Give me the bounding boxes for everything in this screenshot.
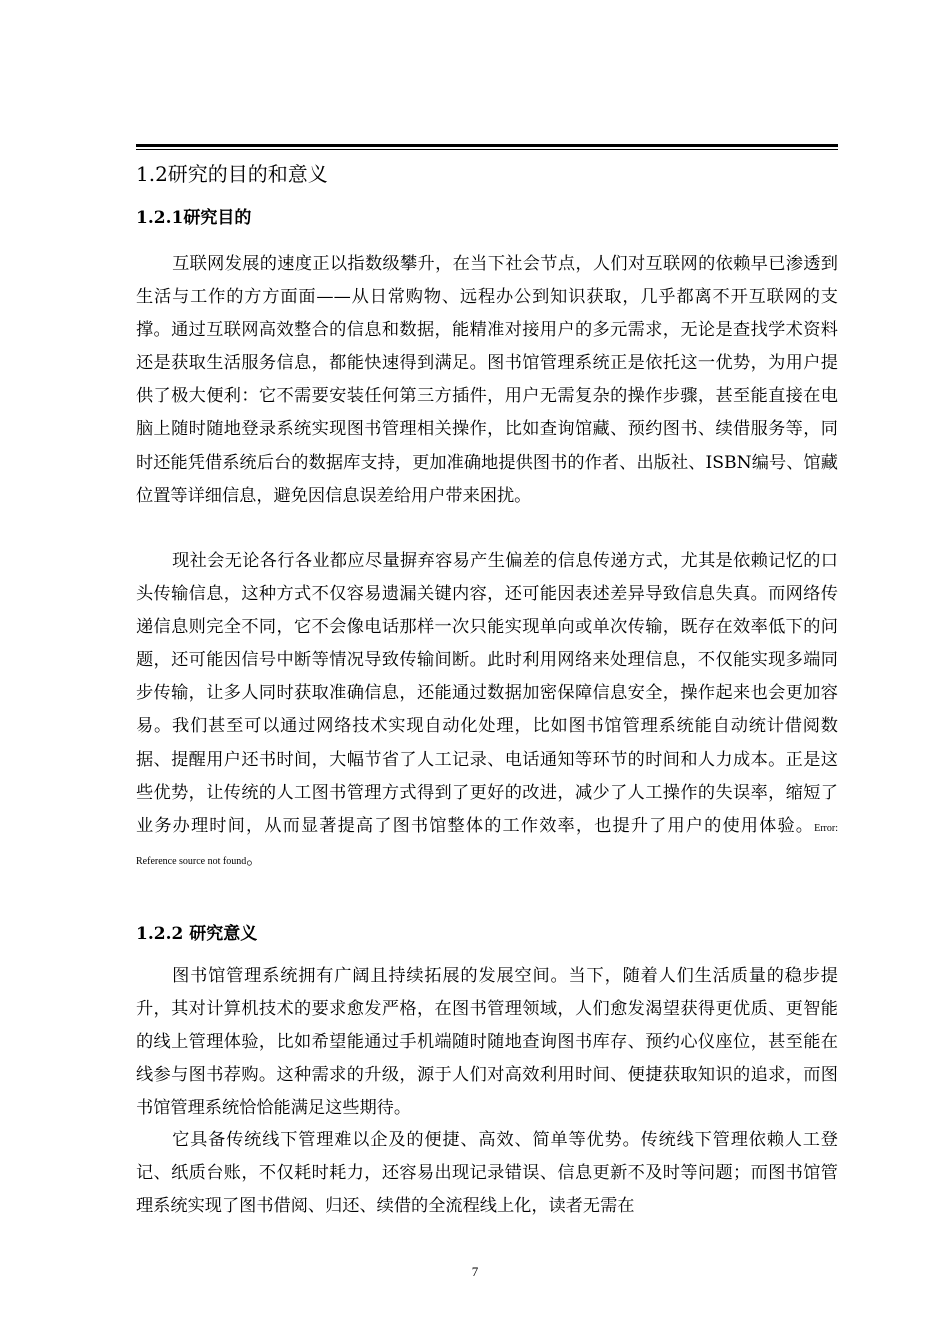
purpose-paragraph-2	[136, 545, 838, 876]
header-rule-thick	[136, 144, 838, 147]
section-title: 1.2研究的目的和意义	[136, 162, 328, 186]
significance-paragraph-1: 图书馆管理系统拥有广阔且持续拓展的发展空间。当下，随着人们生活质量的稳步提升，其对计算机技术的要求愈发严格，在图书管理领域，人们愈发渴望获得更优质、更智能的线上管理体验，比如希望能通过手机端随时随地查询图书库存、预约心仪座位，甚至能在线参与图书荐购。这种需求的升级，源于人们对高效利用时间、便捷获取知识的追求，而图书馆管理系统恰恰能满足这些期待。	[136, 966, 838, 1119]
header-rule-thin	[136, 149, 838, 150]
page-number: 7	[471, 1264, 479, 1279]
subsection-heading-purpose: 1.2.1研究目的	[136, 208, 252, 228]
subsection-heading-significance: 1.2.2 研究意义	[136, 924, 258, 944]
reference-tail: 。	[246, 848, 264, 869]
purpose-paragraph-2-text: 现社会无论各行各业都应尽量摒弃容易产生偏差的信息传递方式，尤其是依赖记忆的口头传输信息，这种方式不仅容易遗漏关键内容，还可能因表述差异导致信息失真。而网络传递信息则完全不同，它不会像电话那样一次只能实现单向或单次传输，既存在效率低下的问题，还可能因信号中断等情况导致传输间断。此时利用网络来处理信息，不仅能实现多端同步传输，让多人同时获取准确信息，还能通过数据加密保障信息安全，操作起来也会更加容易。我们甚至可以通过网络技术实现自动化处理，比如图书馆管理系统能自动统计借阅数据、提醒用户还书时间，大幅节省了人工记录、电话通知等环节的时间和人力成本。正是这些优势，让传统的人工图书管理方式得到了更好的改进，减少了人工操作的失误率，缩短了业务办理时间，从而显著提高了图书馆整体的工作效率，也提升了用户的使用体验。	[136, 551, 838, 836]
purpose-paragraph-1: 互联网发展的速度正以指数级攀升，在当下社会节点，人们对互联网的依赖早已渗透到生活与工作的方方面面——从日常购物、远程办公到知识获取，几乎都离不开互联网的支撑。通过互联网高效整合的信息和数据，能精准对接用户的多元需求，无论是查找学术资料还是获取生活服务信息，都能快速得到满足。图书馆管理系统正是依托这一优势，为用户提供了极大便利：它不需要安装任何第三方插件，用户无需复杂的操作步骤，甚至能直接在电脑上随时随地登录系统实现图书管理相关操作，比如查询馆藏、预约图书、续借服务等，同时还能凭借系统后台的数据库支持，更加准确地提供图书的作者、出版社、ISBN编号、馆藏位置等详细信息，避免因信息误差给用户带来困扰。	[136, 254, 838, 506]
significance-paragraph-2: 它具备传统线下管理难以企及的便捷、高效、简单等优势。传统线下管理依赖人工登记、纸质台账，不仅耗时耗力，还容易出现记录错误、信息更新不及时等问题；而图书馆管理系统实现了图书借阅、归还、续借的全流程线上化，读者无需在	[136, 1130, 838, 1217]
reference-error-note: Error: Reference source not found	[136, 822, 838, 867]
